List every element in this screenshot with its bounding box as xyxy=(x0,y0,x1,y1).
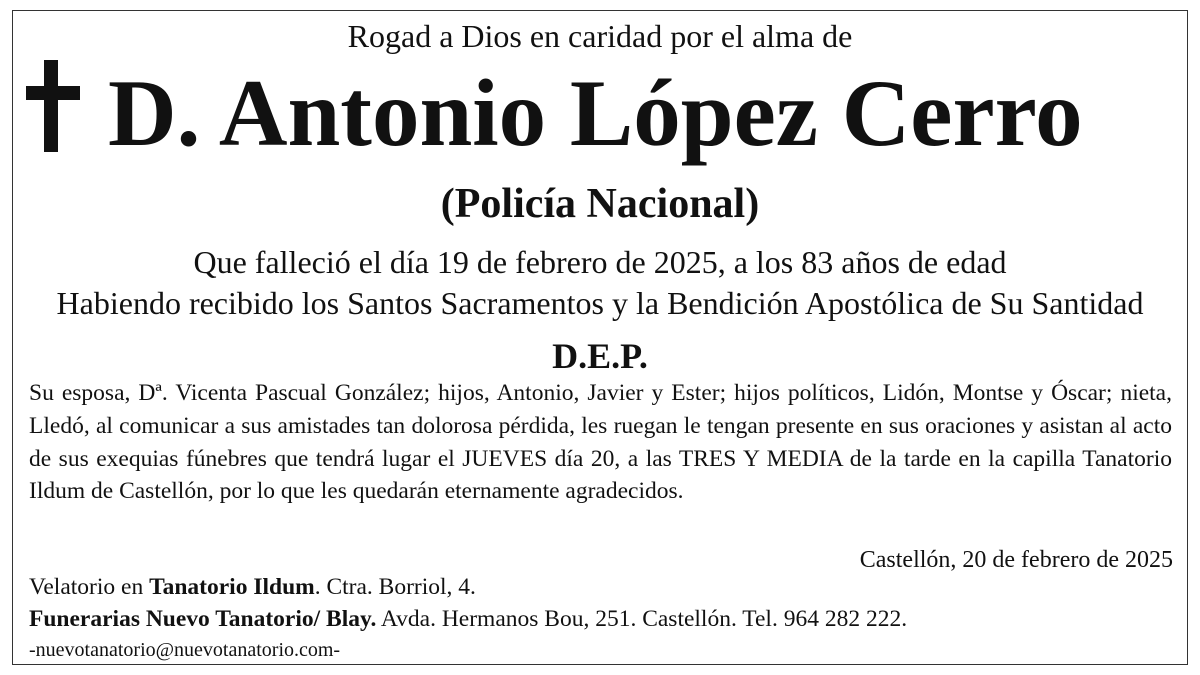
sacraments-line: Habiendo recibido los Santos Sacramentos y la Bendición Apostólica de Su Santidad xyxy=(56,285,1144,321)
place-and-date: Castellón, 20 de febrero de 2025 xyxy=(859,547,1173,573)
funeral-home-details: Avda. Hermanos Bou, 251. Castellón. Tel. 964 282 222. xyxy=(376,606,908,632)
dep-heading: D.E.P. xyxy=(552,336,648,376)
funeral-home-name: Funerarias Nuevo Tanatorio/ Blay. xyxy=(29,606,377,632)
deceased-role: (Policía Nacional) xyxy=(440,181,760,227)
wake-prefix: Velatorio en xyxy=(29,574,150,600)
contact-email: -nuevotanatorio@nuevotanatorio.com- xyxy=(29,639,341,661)
latin-cross-icon xyxy=(26,60,80,152)
wake-location xyxy=(29,571,476,603)
wake-address: . Ctra. Borriol, 4. xyxy=(314,574,476,600)
funeral-home-info xyxy=(29,603,907,635)
deceased-name: D. Antonio López Cerro xyxy=(108,60,1083,166)
wake-place: Tanatorio Ildum xyxy=(149,574,315,600)
family-message: Su esposa, Dª. Vicenta Pascual González; hijos, Antonio, Javier y Ester; hijos políticos, Lidón, Montse y Óscar; nieta, Lledó, al comunicar a sus amistades tan dolorosa pérdida, les ruegan le tengan presente en sus oraciones y asistan al acto de sus exequias fúnebres que tendrá lugar el JUEVES día 20, a las TRES Y MEDIA de la tarde en la capilla Tanatorio Ildum de Castellón, por lo que les quedarán eternamente agradecidos. xyxy=(29,380,1172,505)
death-date-line: Que falleció el día 19 de febrero de 2025, a los 83 años de edad xyxy=(193,244,1007,280)
intro-text: Rogad a Dios en caridad por el alma de xyxy=(347,18,853,54)
